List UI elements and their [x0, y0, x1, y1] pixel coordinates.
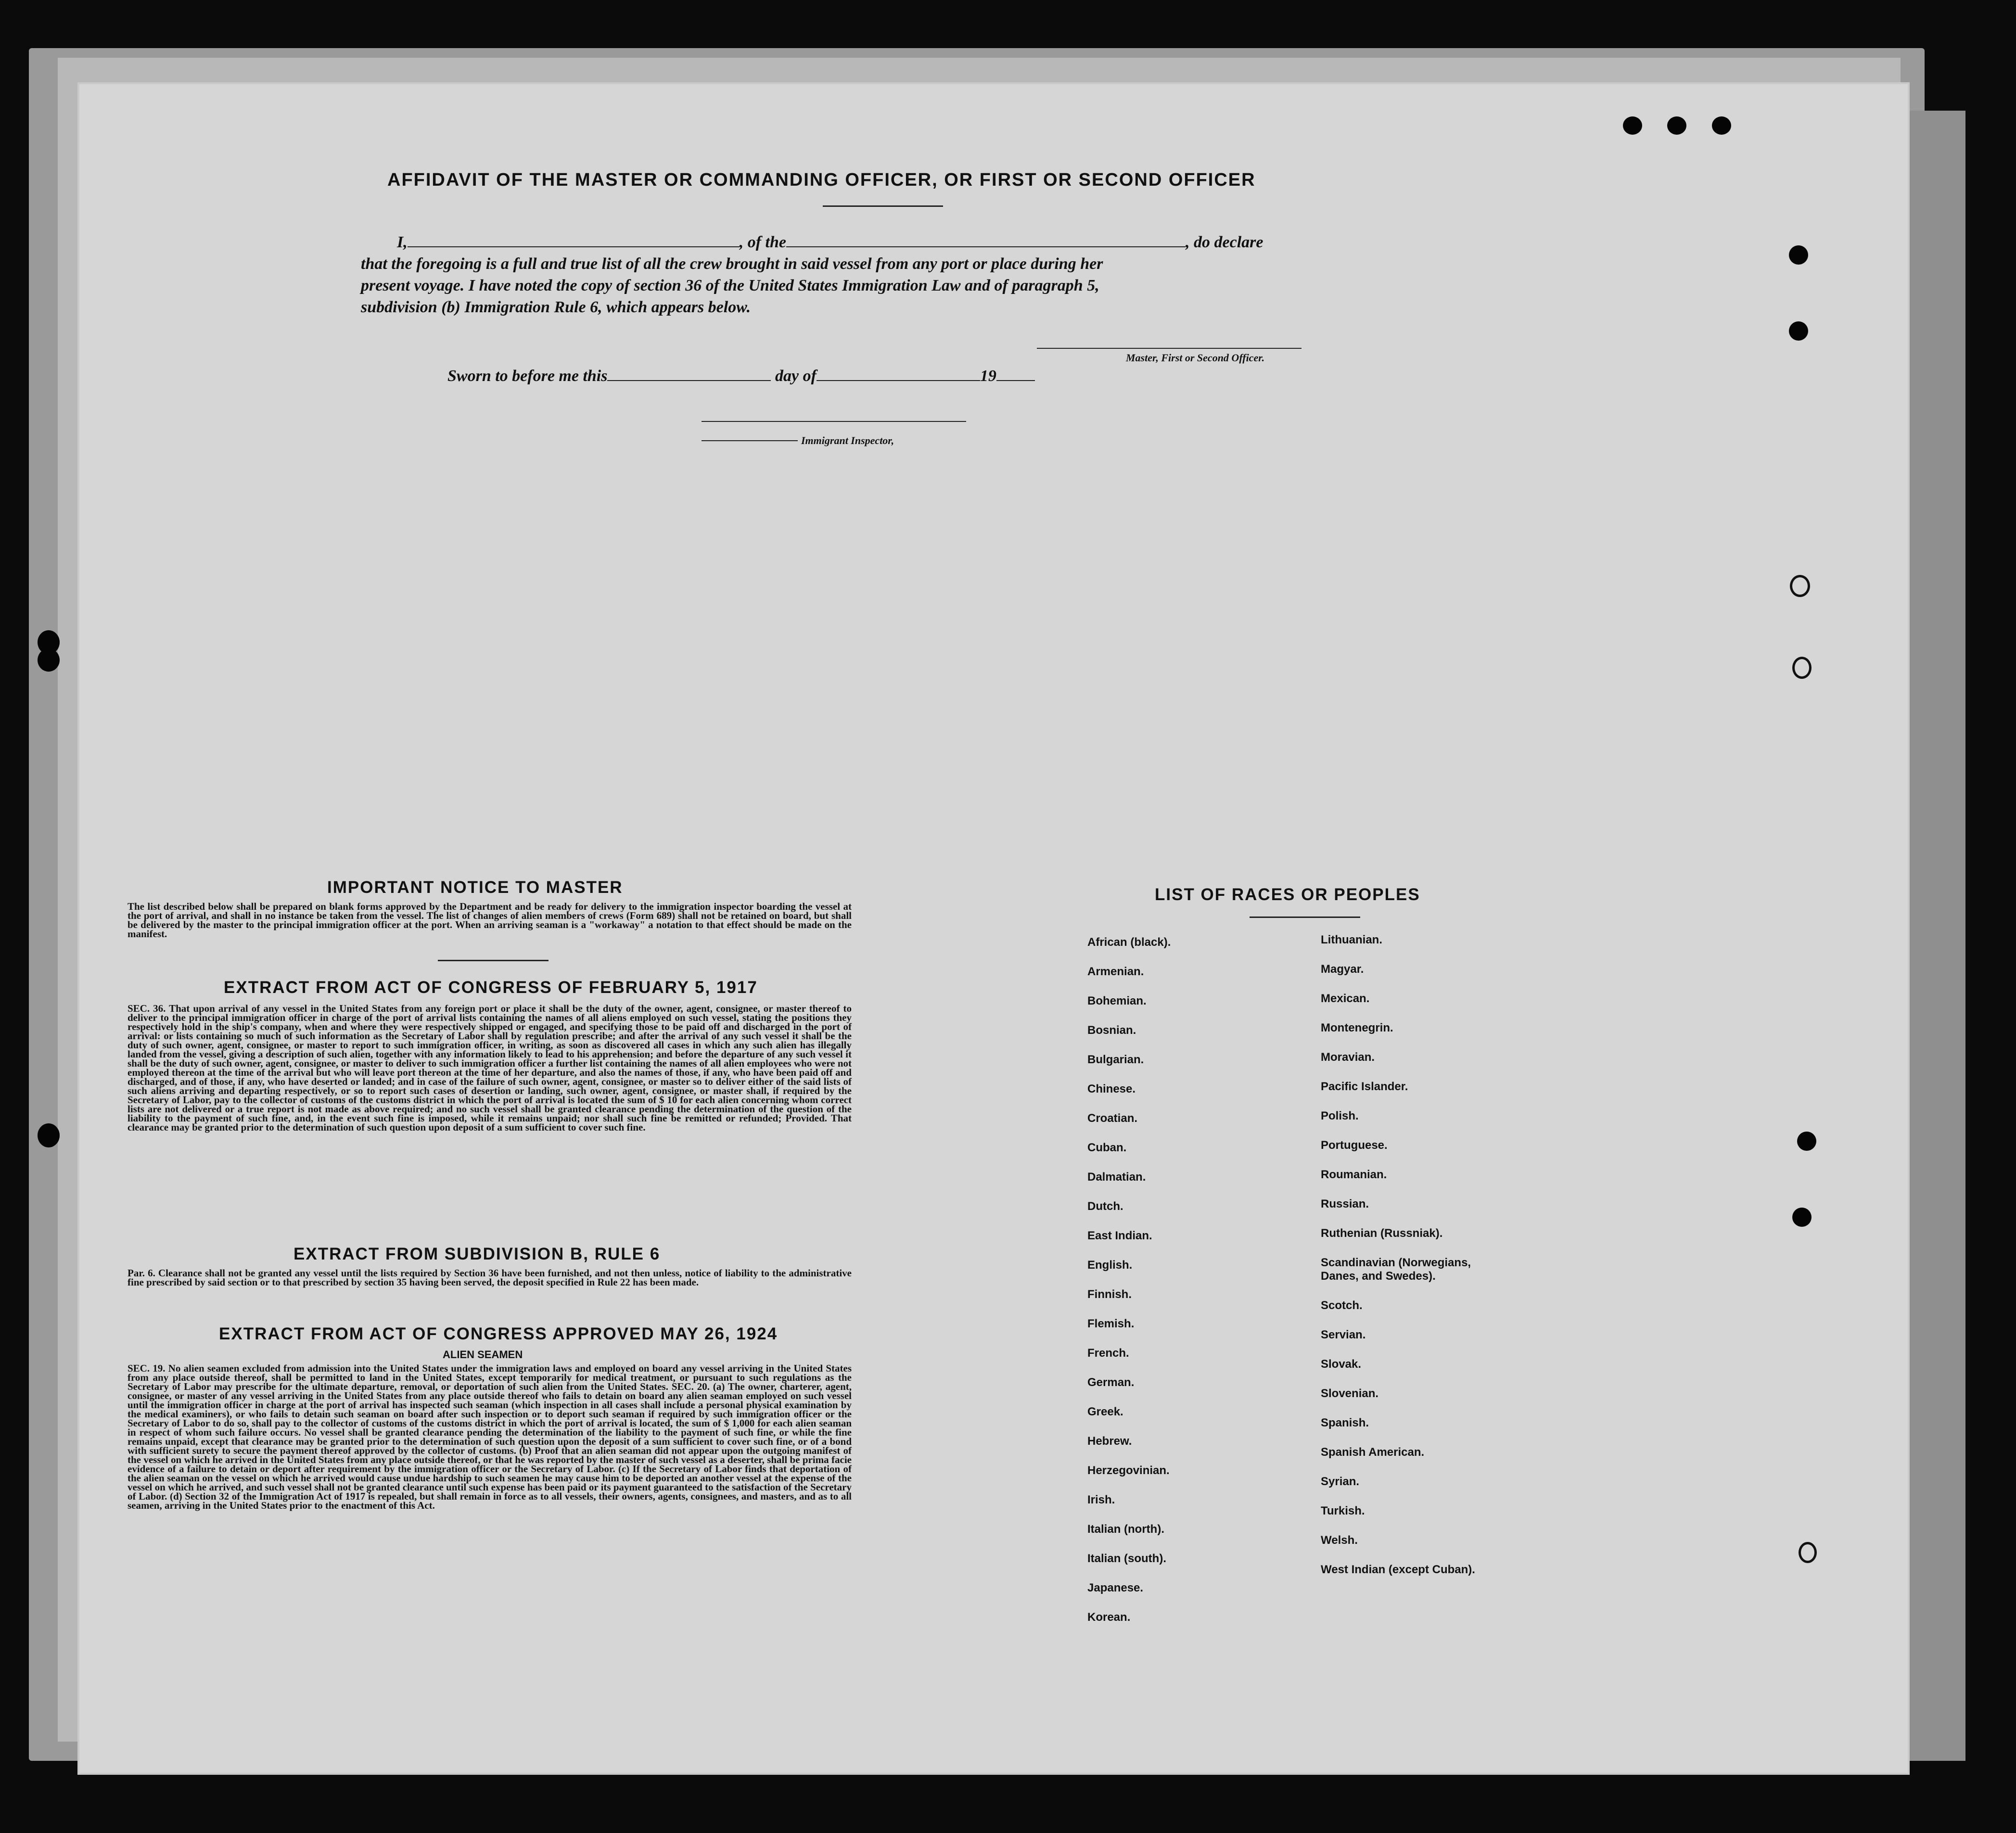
race-item: Pacific Islander.	[1321, 1080, 1408, 1093]
race-item: Magyar.	[1321, 963, 1364, 976]
extract-1924-title: EXTRACT FROM ACT OF CONGRESS APPROVED MAY 26, 1924	[219, 1324, 778, 1343]
race-item: Montenegrin.	[1321, 1021, 1393, 1034]
master-signature-label: Master, First or Second Officer.	[1126, 352, 1265, 364]
race-item: Servian.	[1321, 1328, 1366, 1341]
name-blank[interactable]	[408, 246, 740, 247]
race-item: Hebrew.	[1087, 1435, 1132, 1448]
day-of-text: day of	[775, 367, 817, 385]
race-item: Portuguese.	[1321, 1139, 1388, 1152]
race-item: Bulgarian.	[1087, 1053, 1144, 1066]
notice-rule	[438, 960, 549, 961]
race-item: Syrian.	[1321, 1475, 1360, 1488]
sworn-line	[447, 367, 1035, 385]
race-item: Ruthenian (Russniak).	[1321, 1227, 1443, 1240]
punch-hole-right-4	[1792, 657, 1812, 679]
punch-hole-right-2	[1789, 321, 1808, 341]
affidavit-line-1	[397, 233, 1263, 252]
affidavit-line-2: that the foregoing is a full and true list of all the crew brought in said vessel from any port or place during her	[361, 255, 1103, 273]
sworn-day-blank[interactable]	[607, 380, 771, 381]
race-item: Cuban.	[1087, 1141, 1127, 1154]
race-item: Armenian.	[1087, 965, 1144, 978]
race-item: Lithuanian.	[1321, 933, 1382, 946]
inspector-signature-line[interactable]	[702, 421, 966, 422]
punch-hole-right-6	[1792, 1208, 1812, 1227]
affidavit-i: I,	[397, 233, 408, 251]
race-item: Russian.	[1321, 1197, 1369, 1210]
punch-hole-left-2	[38, 649, 60, 672]
race-item: Spanish.	[1321, 1416, 1369, 1429]
race-item: Herzegovinian.	[1087, 1464, 1170, 1477]
rule6-text: Par. 6. Clearance shall not be granted any vessel until the lists required by Section 36 have been furnished, and not then unless, notice of liability to the administrative fine prescribed by said section or to that prescribed by section 35 having been served, the deposit specified in Rule 22 has been made.	[128, 1267, 852, 1288]
year-prefix: 19	[980, 367, 996, 385]
race-item: Italian (north).	[1087, 1523, 1164, 1536]
affidavit-title: AFFIDAVIT OF THE MASTER OR COMMANDING OFFICER, OR FIRST OR SECOND OFFICER	[387, 170, 1256, 190]
race-item: French.	[1087, 1347, 1129, 1360]
race-item: Japanese.	[1087, 1581, 1144, 1594]
extract-1917-title: EXTRACT FROM ACT OF CONGRESS OF FEBRUARY 5, 1917	[224, 978, 758, 997]
punch-hole-right-7	[1799, 1542, 1817, 1563]
race-item: Scotch.	[1321, 1299, 1363, 1312]
inspector-short-line	[702, 440, 798, 441]
extract-1917-text: SEC. 36. That upon arrival of any vessel in the United States from any foreign port or place it shall be the duty of the owner, agent, consignee, or master thereof to deliver to the principal immigration officer in charge of the port of arrival lists containing the names of all aliens employed on such vessel, stating the positions they respectively hold in the ship's company, when and where they were respectively shipped or engaged, and specifying those to be paid off and discharged in the port of arrival: or lists containing so much of such information as the Secretary of Labor shall by regulation prescribe; and after the arrival of any such vessel it shall be the duty of such owner, agent, consignee, or master to report to such immigration officer, in writing, as soon as discovered all cases in which any such alien has illegally landed from the vessel, giving a description of such alien, together with any information likely to lead to his apprehension; and before the departure of any such vessel it shall be the duty of such owner, agent, consignee, or master to deliver to such immigration officer a further list containing the names of all alien employees who were not employed thereon at the time of the arrival but who will leave port thereon at the time of her departure, and also the names of those, if any, who have been paid off and discharged, and of those, if any, who have deserted or landed; and in case of the failure of such owner, agent, consignee, or master so to deliver either of the said lists of such aliens arriving and departing respectively, or so to report such cases of desertion or landing, such owner, agent, consignee, or master shall, if required by the Secretary of Labor, pay to the collector of customs of the customs district in which the port of arrival is located the sum of $ 10 for each alien concerning whom correct lists are not delivered or a true report is not made as above required; and no such vessel shall be granted clearance pending the determination of the question of the liability to the payment of such fine, and, in the event such fine is imposed, while it remains unpaid; nor shall such fine be remitted or refunded; Provided. That clearance may be granted prior to the determination of such question upon deposit of a sum sufficient to cover such fine.	[128, 1003, 852, 1133]
extract-1924-text: SEC. 19. No alien seamen excluded from admission into the United States under the immigration laws and employed on board any vessel arriving in the United States from any place outside thereof, shall be permitted to land in the United States, except temporarily for medical treatment, or pursuant to such regulations as the Secretary of Labor may prescribe for the ultimate departure, removal, or deportation of such alien from the United States. SEC. 20. (a) The owner, charterer, agent, consignee, or master of any vessel arriving in the United States from any place outside thereof who fails to detain on board any alien seaman employed on such vessel until the immigration officer in charge at the port of arrival has inspected such seaman (which inspection in all cases shall include a personal physical examination by the medical examiners), or who fails to detain such seaman on board after such inspection or to deport such seaman if required by such immigration officer or the Secretary of Labor to do so, shall pay to the collector of customs of the customs district in which the port of arrival is located, the sum of $ 1,000 for each alien seaman in respect of whom such failure occurs. No vessel shall be granted clearance pending the determination of the liability to the payment of such fine, or while the fine remains unpaid, except that clearance may be granted prior to the determination of such question upon the deposit of a sum sufficient to cover such fine, or of a bond with sufficient surety to secure the payment thereof approved by the collector of customs. (b) Proof that an alien seaman did not appear upon the outgoing manifest of the vessel on which he arrived in the United States from any place outside thereof, or that he was reported by the master of such vessel as a deserter, shall be prima facie evidence of a failure to detain or deport after requirement by the immigration officer or the Secretary of Labor. (c) If the Secretary of Labor finds that deportation of the alien seaman on the vessel on which he arrived would cause undue hardship to such seamen he may cause him to be deported an another vessel at the expense of the vessel on which he arrived, and such vessel shall not be granted clearance until such expense has been paid or its payment guaranteed to the satisfaction of the Secretary of Labor. (d) Section 32 of the Immigration Act of 1917 is repealed, but shall remain in force as to all vessels, their owners, agents, consignees, and masters, and as to all seamen, arriving in the United States prior to the enactment of this Act.	[128, 1362, 852, 1511]
notice-title: IMPORTANT NOTICE TO MASTER	[327, 878, 623, 897]
affidavit-line-3: present voyage. I have noted the copy of section 36 of the United States Immigration Law and of paragraph 5,	[361, 277, 1099, 294]
race-item: Korean.	[1087, 1611, 1131, 1624]
race-item: Croatian.	[1087, 1112, 1138, 1125]
vessel-blank[interactable]	[786, 246, 1186, 247]
race-item: Spanish American.	[1321, 1446, 1425, 1459]
race-item: Welsh.	[1321, 1534, 1358, 1547]
affidavit-line-4: subdivision (b) Immigration Rule 6, which appears below.	[361, 298, 751, 316]
races-title-rule	[1250, 916, 1360, 918]
race-item: Moravian.	[1321, 1051, 1375, 1064]
race-item: Danes, and Swedes).	[1321, 1270, 1436, 1283]
inspector-label: Immigrant Inspector,	[801, 434, 894, 446]
punch-hole-right-3	[1790, 575, 1810, 597]
punch-hole-right-5	[1797, 1132, 1816, 1151]
race-item: Chinese.	[1087, 1082, 1136, 1095]
punch-hole-right-1	[1789, 245, 1808, 265]
document-page	[79, 84, 1908, 1773]
race-item: Polish.	[1321, 1109, 1359, 1122]
race-item: Dutch.	[1087, 1200, 1123, 1213]
race-item: Finnish.	[1087, 1288, 1132, 1301]
race-item: German.	[1087, 1376, 1135, 1389]
punch-hole-left-3	[38, 1123, 60, 1147]
race-item: Roumanian.	[1321, 1168, 1387, 1181]
notice-text: The list described below shall be prepared on blank forms approved by the Department and be ready for delivery to the immigration inspector boarding the vessel at the port of arrival, and shall in no instance be taken from the vessel. The list of changes of alien members of crews (Form 689) shall not be retained on board, but shall be delivered by the master to the principal immigration officer at the port. When an arriving seaman is a "workaway" a notation to that effect should be made on the manifest.	[128, 901, 852, 940]
extract-1924-subtitle: ALIEN SEAMEN	[443, 1349, 523, 1361]
race-item: Slovak.	[1321, 1358, 1362, 1371]
race-item: Irish.	[1087, 1493, 1115, 1506]
race-item: English.	[1087, 1259, 1133, 1272]
race-item: Dalmatian.	[1087, 1171, 1146, 1184]
race-item: Bohemian.	[1087, 994, 1147, 1007]
affidavit-do-declare: , do declare	[1186, 233, 1263, 251]
race-item: Mexican.	[1321, 992, 1370, 1005]
sworn-text: Sworn to before me this	[447, 367, 608, 385]
rule6-title: EXTRACT FROM SUBDIVISION B, RULE 6	[293, 1245, 661, 1263]
race-item: Slovenian.	[1321, 1387, 1379, 1400]
races-title: LIST OF RACES OR PEOPLES	[1155, 885, 1420, 904]
race-item: Italian (south).	[1087, 1552, 1166, 1565]
master-signature-line[interactable]	[1037, 348, 1301, 349]
race-item: Flemish.	[1087, 1317, 1135, 1330]
punch-hole-top-2	[1667, 116, 1686, 135]
race-item: Scandinavian (Norwegians,	[1321, 1256, 1471, 1269]
punch-hole-top-1	[1623, 116, 1642, 135]
race-item: Bosnian.	[1087, 1024, 1136, 1037]
race-item: East Indian.	[1087, 1229, 1152, 1242]
race-item: Turkish.	[1321, 1504, 1365, 1517]
race-item: African (black).	[1087, 936, 1171, 949]
race-item: Greek.	[1087, 1405, 1123, 1418]
punch-hole-top-3	[1712, 116, 1731, 135]
race-item: West Indian (except Cuban).	[1321, 1563, 1475, 1576]
affidavit-title-rule	[823, 205, 943, 207]
sworn-month-blank[interactable]	[817, 380, 980, 381]
affidavit-of-the: , of the	[739, 233, 787, 251]
sworn-year-blank[interactable]	[996, 380, 1035, 381]
